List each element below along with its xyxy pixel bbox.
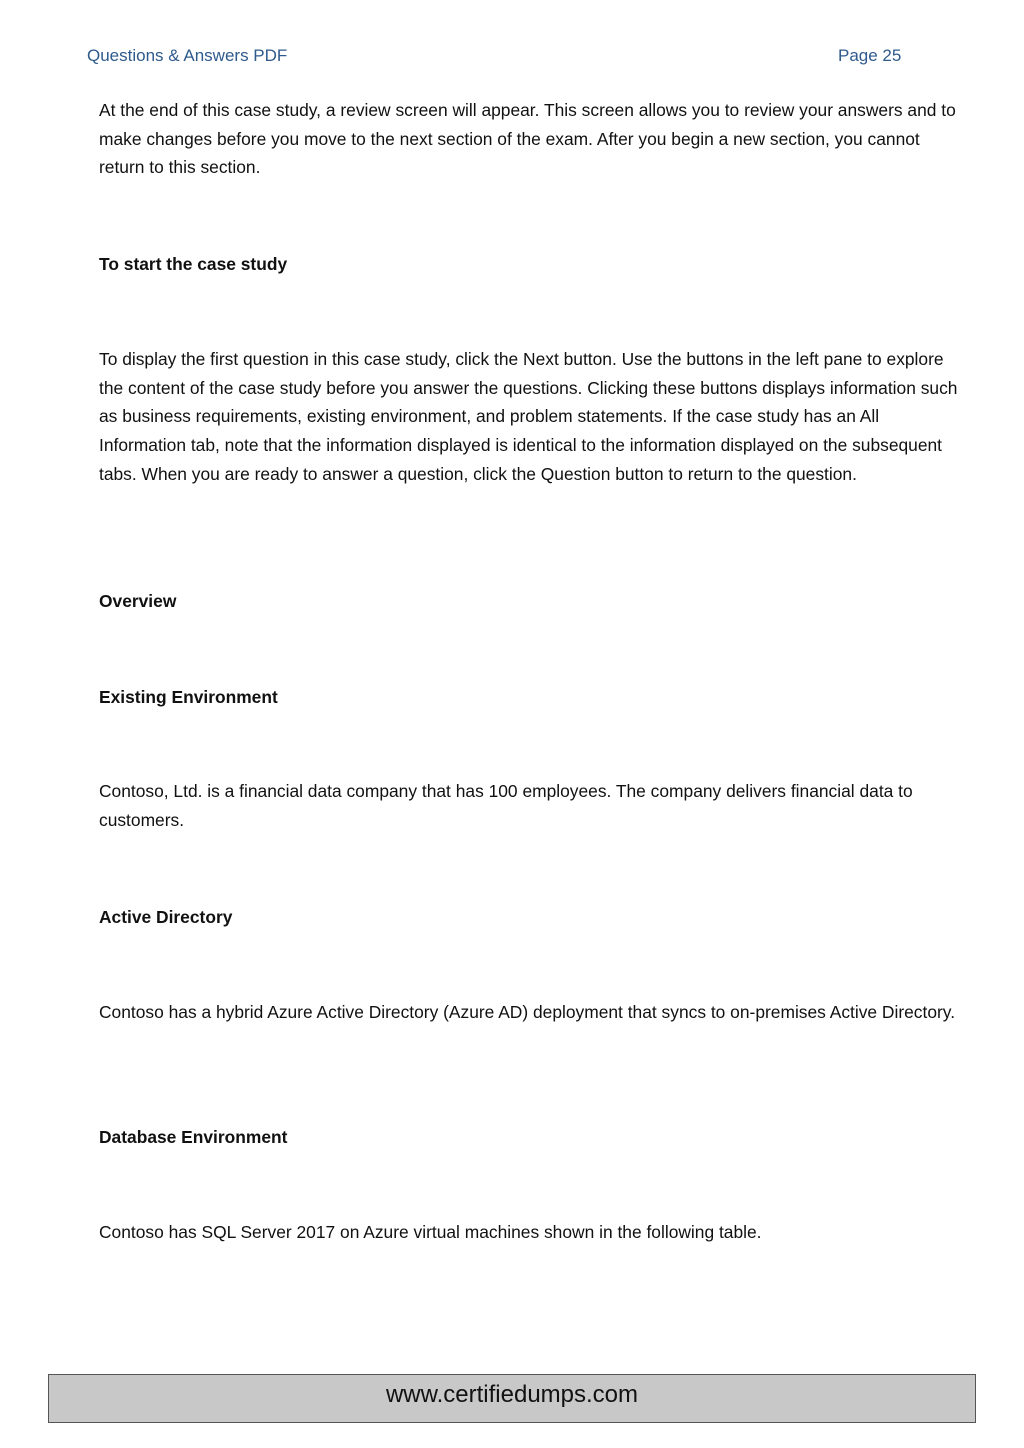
page-number: Page 25 [838,46,902,65]
active-directory-paragraph: Contoso has a hybrid Azure Active Directory (Azure AD) deployment that syncs to on-premises Active Directory. [99,1002,956,1022]
active-directory-heading: Active Directory [99,907,233,927]
existing-environment-heading: Existing Environment [99,687,278,707]
start-case-study-heading: To start the case study [99,254,288,274]
footer-banner [48,1374,976,1423]
database-environment-paragraph: Contoso has SQL Server 2017 on Azure virtual machines shown in the following table. [99,1222,762,1242]
start-case-study-paragraph: To display the first question in this case study, click the Next button. Use the buttons in the left pane to explore the content of the case study before you answer the questions. Clicking these buttons displays information such as business requirements, existing environment, and problem statements. If the case study has an All Information tab, note that the information displayed is identical to the information displayed on the subsequent tabs. When you are ready to answer a question, click the Question button to return to the question. [99,349,958,484]
footer-url[interactable]: www.certifiedumps.com [385,1381,639,1408]
existing-environment-paragraph: Contoso, Ltd. is a financial data company that has 100 employees. The company delivers financial data to customers. [99,781,913,830]
header-title: Questions & Answers PDF [87,46,288,65]
database-environment-heading: Database Environment [99,1127,288,1147]
review-paragraph: At the end of this case study, a review screen will appear. This screen allows you to review your answers and to make changes before you move to the next section of the exam. After you begin a new section, you cannot return to this section. [99,100,956,178]
overview-heading: Overview [99,591,177,611]
